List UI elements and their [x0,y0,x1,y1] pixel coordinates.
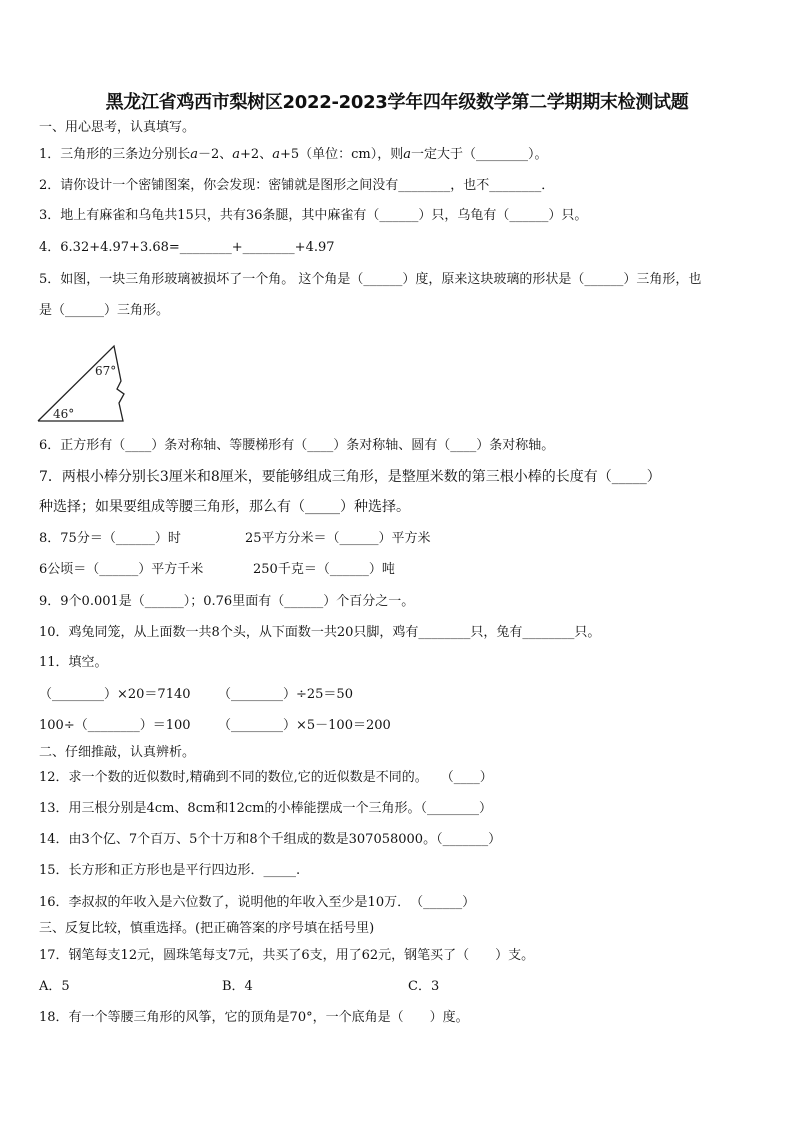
question-3: 3．地上有麻雀和乌龟共15只，共有36条腿，其中麻雀有（______）只，乌龟有（______）只。 [39,208,588,223]
question-13: 13．用三根分别是4cm、8cm和12cm的小棒能摆成一个三角形。（________） [39,801,492,816]
question-17-option-a: A．5 [39,979,70,994]
question-4: 4．6.32+4.97+3.68=________+________+4.97 [39,240,335,255]
question-7-line-1: 7．两根小棒分别长3厘米和8厘米，要能够组成三角形，是整厘米数的第三根小棒的长度有（_____） [39,469,661,485]
question-6: 6．正方形有（____）条对称轴、等腰梯形有（____）条对称轴、圆有（____）条对称轴。 [39,438,555,453]
question-8-item-2: 25平方分米＝（______）平方米 [245,531,431,546]
question-9: 9．9个0.001是（______）；0.76里面有（______）个百分之一。 [39,594,415,609]
question-15: 15．长方形和正方形也是平行四边形．_____. [39,863,301,878]
question-12: 12．求一个数的近似数时,精确到不同的数位,它的近似数是不同的。 （____） [39,770,493,785]
section-1-heading: 一、用心思考，认真填写。 [39,120,196,135]
question-8-item-4: 250千克＝（______）吨 [253,562,395,577]
broken-triangle-figure [37,342,137,426]
question-11: 11．填空。 [39,655,108,670]
question-8-item-1: 8．75分＝（______）时 [39,531,181,546]
question-7-line-2: 种选择；如果要组成等腰三角形，那么有（_____）种选择。 [39,499,410,515]
angle-46-label: 46° [53,407,75,421]
question-17: 17．钢笔每支12元，圆珠笔每支7元，共买了6支，用了62元，钢笔买了（ ）支。 [39,948,535,963]
question-11-item-2: （________）÷25＝50 [218,687,353,702]
question-1: 1．三角形的三条边分别长𝑎－2、𝑎+2、𝑎+5（单位：cm），则𝑎一定大于（________）。 [39,147,548,162]
question-8-item-3: 6公顷＝（______）平方千米 [39,562,204,577]
question-14: 14．由3个亿、7个百万、5个十万和8个千组成的数是307058000。（_______） [39,832,502,847]
section-3-heading: 三、反复比较，慎重选择。(把正确答案的序号填在括号里) [39,921,375,936]
question-17-option-b: B．4 [222,979,253,994]
question-11-item-3: 100÷（________）＝100 [39,718,191,733]
question-16: 16．李叔叔的年收入是六位数了，说明他的年收入至少是10万． （______） [39,895,476,910]
section-2-heading: 二、仔细推敲，认真辨析。 [39,745,196,760]
question-10: 10．鸡兔同笼，从上面数一共8个头，从下面数一共20只脚，鸡有________只，兔有________只。 [39,625,601,640]
page-title: 黑龙江省鸡西市梨树区2022-2023学年四年级数学第二学期期末检测试题 [105,92,689,113]
question-11-item-4: （________）×5－100＝200 [218,718,391,733]
question-2: 2．请你设计一个密铺图案，你会发现：密铺就是图形之间没有________，也不________． [39,178,555,193]
question-5-line-2: 是（______）三角形。 [39,303,170,318]
question-5-line-1: 5．如图，一块三角形玻璃被损坏了一个角。 这个角是（______）度，原来这块玻璃的形状是（______）三角形，也 [39,272,702,287]
angle-67-label: 67° [95,364,117,378]
question-17-option-c: C．3 [408,979,440,994]
question-18: 18．有一个等腰三角形的风筝，它的顶角是70°，一个底角是（ ）度。 [39,1010,469,1025]
question-11-item-1: （________）×20＝7140 [39,687,191,702]
